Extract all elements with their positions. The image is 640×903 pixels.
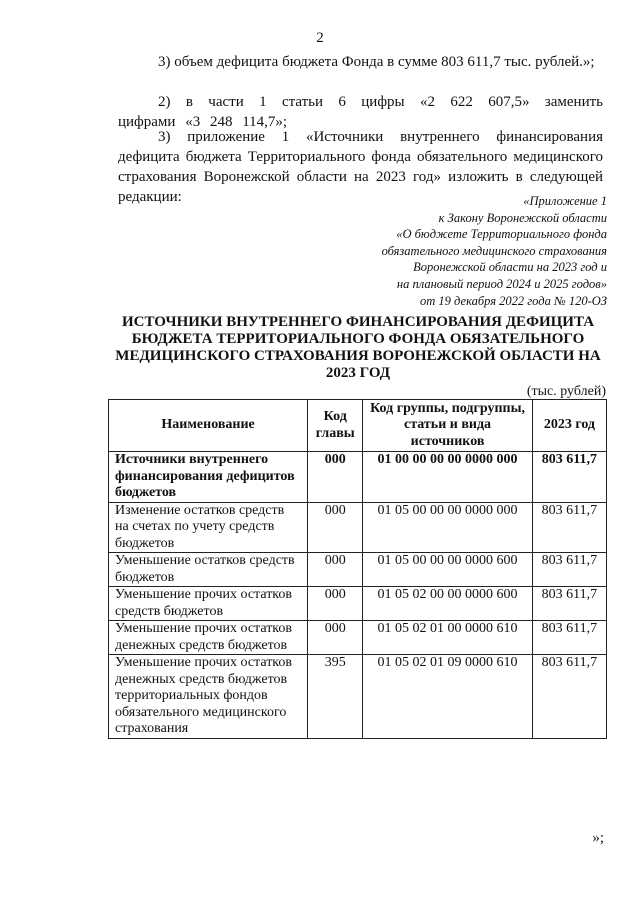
cell-name: Уменьшение прочих остатков средств бюджетов: [109, 587, 308, 621]
table-row: [109, 655, 607, 739]
financing-sources-table: [108, 399, 607, 739]
appendix-line: к Закону Воронежской области: [438, 210, 607, 225]
cell-value: 803 611,7: [532, 553, 606, 587]
header-code: Код главы: [308, 400, 363, 452]
cell-classification: 01 05 00 00 00 0000 000: [363, 502, 533, 553]
cell-classification: 01 05 02 01 09 0000 610: [363, 655, 533, 739]
cell-classification: 01 00 00 00 00 0000 000: [363, 452, 533, 503]
cell-name: Уменьшение остатков средств бюджетов: [109, 553, 308, 587]
cell-code: 000: [308, 553, 363, 587]
cell-name: Уменьшение прочих остатков денежных средств бюджетов территориальных фондов обязательного медицинского страхования: [109, 655, 308, 739]
appendix-line: Воронежской области на 2023 год и: [413, 260, 607, 275]
cell-code: 000: [308, 502, 363, 553]
cell-code: 000: [308, 452, 363, 503]
cell-value: 803 611,7: [532, 621, 606, 655]
appendix-line: «О бюджете Территориального фонда: [396, 227, 607, 242]
header-year: 2023 год: [532, 400, 606, 452]
cell-name: Уменьшение прочих остатков денежных средств бюджетов: [109, 621, 308, 655]
table-row: [109, 452, 607, 503]
cell-classification: 01 05 02 01 00 0000 610: [363, 621, 533, 655]
cell-name: Источники внутреннего финансирования дефицитов бюджетов: [109, 452, 308, 503]
cell-value: 803 611,7: [532, 587, 606, 621]
appendix-line: от 19 декабря 2022 года № 120-ОЗ: [420, 293, 607, 308]
cell-value: 803 611,7: [532, 452, 606, 503]
unit-label: (тыс. рублей): [526, 384, 606, 399]
cell-name: Изменение остатков средств на счетах по учету средств бюджетов: [109, 502, 308, 553]
cell-code: 000: [308, 587, 363, 621]
table-header-row: [109, 400, 607, 452]
table-heading: ИСТОЧНИКИ ВНУТРЕННЕГО ФИНАНСИРОВАНИЯ ДЕФИЦИТА БЮДЖЕТА ТЕРРИТОРИАЛЬНОГО ФОНДА ОБЯЗАТЕЛЬНОГО МЕДИЦИНСКОГО СТРАХОВАНИЯ ВОРОНЕЖСКОЙ ОБЛАСТИ НА 2023 ГОД: [115, 314, 601, 381]
appendix-line: обязательного медицинского страхования: [381, 243, 607, 258]
cell-value: 803 611,7: [532, 655, 606, 739]
header-classification: Код группы, подгруппы, статьи и вида источников: [363, 400, 533, 452]
cell-code: 000: [308, 621, 363, 655]
cell-code: 395: [308, 655, 363, 739]
table-row: [109, 553, 607, 587]
table-row: [109, 621, 607, 655]
table-row: [109, 587, 607, 621]
cell-classification: 01 05 00 00 00 0000 600: [363, 553, 533, 587]
paragraph-deficit-volume: 3) объем дефицита бюджета Фонда в сумме 803 611,7 тыс. рублей.»;: [158, 54, 595, 70]
table-row: [109, 502, 607, 553]
appendix-line: «Приложение 1: [523, 194, 607, 208]
appendix-line: на плановый период 2024 и 2025 годов»: [396, 276, 607, 291]
cell-value: 803 611,7: [532, 502, 606, 553]
appendix-reference: [307, 193, 607, 309]
page-number: 2: [316, 30, 324, 46]
cell-classification: 01 05 02 00 00 0000 600: [363, 587, 533, 621]
paragraph-appendix-1-amendment: 3) приложение 1 «Источники внутреннего финансирования дефицита бюджета Территориального фонда обязательного медицинского страхования Воронежской области на 2023 год» изложить в следующей редакции:: [118, 129, 603, 205]
header-name: Наименование: [109, 400, 308, 452]
closing-quote: »;: [592, 830, 604, 846]
paragraph-article-6-amendment: 2) в части 1 статьи 6 цифры «2 622 607,5» заменить цифрами «3 248 114,7»;: [118, 94, 603, 130]
